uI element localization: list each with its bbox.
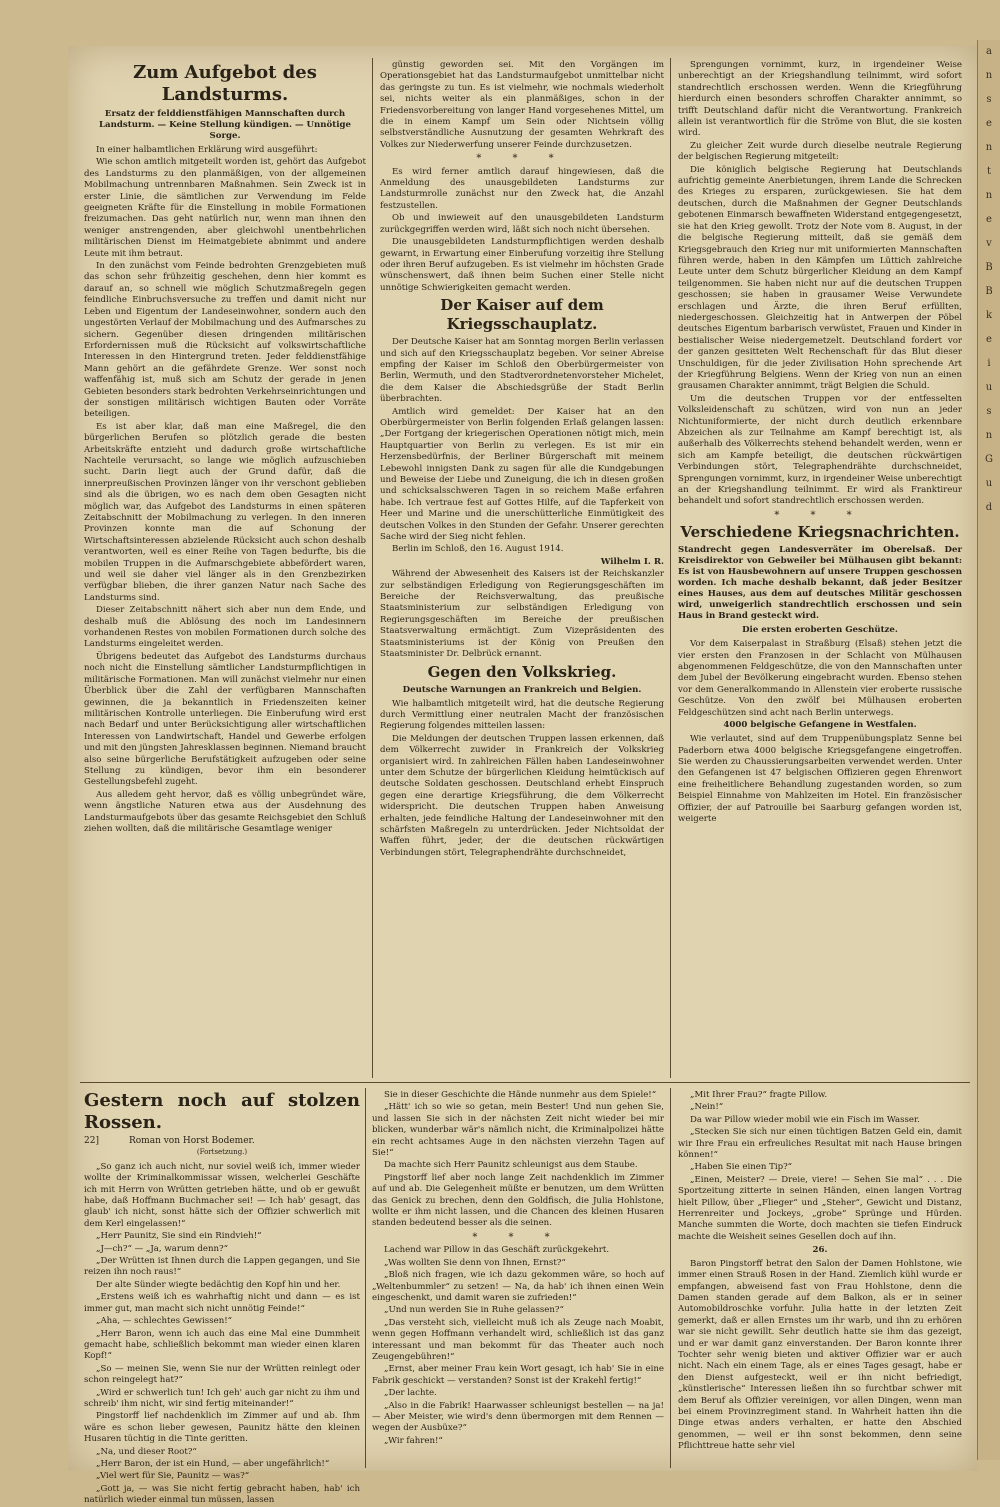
edge-letter: n — [985, 142, 993, 153]
paragraph: günstig geworden sei. Mit den Vorgängen im Operationsgebiet hat das Landsturmaufgebot unmittelbar nicht das geringste zu tun. Es ist vielmehr, wie nochmals wiederholt sei, nichts weiter als ein planmäßiges, schon in der Friedensvorbereitung von langer Hand vorgesehenes Mittel, um die in einem Kampf um Sein oder Nichtsein völlig selbstverständliche Ausnutzung der gesamten Wehrkraft des Volkes zur Niederwerfung unserer Feinde durchzusetzen. — [380, 60, 664, 150]
paragraph: Der alte Sünder wiegte bedächtig den Kopf hin und her. — [96, 1279, 341, 1290]
column-rule-1 — [372, 58, 373, 1078]
edge-letter: B — [985, 286, 993, 297]
paragraph: „Der Wrütten ist Ihnen durch die Lappen gegangen, und Sie reizen ihn noch raus!“ — [84, 1256, 360, 1278]
paragraph: „Hätt' ich so wie so getan, mein Bester! Und nun gehen Sie, und lassen Sie sich in der nächsten Zeit nicht wieder bei mir blicken, wunderbar wär's nämlich nicht, die Kriminalpolizei hätte ein recht achtsames Auge in den nächsten vierzehn Tagen auf Sie!“ — [372, 1102, 664, 1159]
serial-rule-1 — [365, 1088, 366, 1468]
subhead-geschuetze: Die ersten eroberten Geschütze. — [742, 625, 898, 636]
body-landsturm — [84, 145, 366, 835]
headline-kriegsnachrichten: Verschiedene Kriegsnachrichten. — [680, 523, 960, 542]
edge-letter: v — [986, 238, 992, 249]
paragraph: „J—ch?“ — „Ja, warum denn?“ — [96, 1243, 229, 1254]
edge-letter: a — [986, 46, 992, 57]
subhead-gefangene: 4000 belgische Gefangene in Westfalen. — [723, 720, 917, 731]
chapter-number: 26. — [812, 1245, 828, 1256]
serial-byline: Roman von Horst Bodemer. — [128, 1136, 255, 1146]
edge-letter: i — [987, 358, 991, 369]
headline-landsturm: Zum Aufgebot des Landsturms. — [133, 62, 317, 105]
edge-letter: n — [985, 430, 993, 441]
paragraph: Es wird ferner amtlich darauf hingewiesen, daß die Anmeldung des unausgebildeten Landsturms zur Landsturmrolle zunächst nur den Zweck hat, die Anzahl festzustellen. — [380, 166, 664, 211]
paragraph: „Der lachte. — [384, 1388, 437, 1399]
edge-letter: G — [985, 454, 993, 465]
edge-letter: e — [986, 214, 992, 225]
paragraph: Es ist aber klar, daß man eine Maßregel, die den bürgerlichen Berufen so plötzlich gerade die besten Arbeitskräfte entzieht und dadurch große wirtschaftliche Nachteile verursacht, so lange wie möglich aufzuschieben sucht. Darin liegt auch der Grund dafür, daß die innerpreußischen Provinzen länger von ihr verschont geblieben sind als die übrigen, wo es nach dem oben Gesagten nicht möglich war, das Aufgebot des Landsturms in einen späteren Zeitabschnitt der Mobilmachung zu verlegen. In den inneren Provinzen konnte man die auf Schonung der Wirtschaftsinteressen abzielende Rücksicht auch schon deshalb verantworten, weil es einer Reihe von Tagen bedurfte, bis die mobilen Truppen in die Aufmarschgebiete abbefördert waren, und weil sie daher viel länger als in den Grenzbezirken verfügbar blieben, die ihrer ganzen Natur nach Sache des Landsturms sind. — [84, 421, 366, 603]
edge-letter: s — [986, 406, 992, 417]
paragraph: Ob und inwieweit auf den unausgebildeten Landsturm zurückgegriffen werden wird, läßt sich noch nicht übersehen. — [380, 213, 664, 235]
paragraph: Dieser Zeitabschnitt nähert sich aber nun dem Ende, und deshalb muß die Ablösung des noch im Landesinnern vorhandenen Restes von mobilen Formationen durch solche des Landsturms eingeleitet werden. — [84, 605, 366, 650]
paragraph: Pingstorff lief nachdenklich im Zimmer auf und ab. Ihm wäre es schon lieber gewesen, Paunitz hätte den kleinen Husaren tüchtig in die Tinte geritten. — [84, 1411, 360, 1445]
paragraph: Lachend war Pillow in das Geschäft zurückgekehrt. — [384, 1245, 610, 1256]
paragraph: „Nein!“ — [690, 1102, 724, 1113]
serial-rule-2 — [670, 1088, 671, 1468]
paragraph: „Was wollten Sie denn von Ihnen, Ernst?“ — [384, 1257, 566, 1268]
paragraph: In einer halbamtlichen Erklärung wird ausgeführt: — [96, 145, 318, 155]
paragraph: Übrigens bedeutet das Aufgebot des Landsturms durchaus noch nicht die Einstellung sämtlicher Landsturmpflichtigen in militärische Formationen. Man will zunächst vielmehr nur einen Überblick über die Zahl der verfügbaren Mannschaften gewinnen, die ja bekanntlich in Friedenszeiten keiner militärischen Kontrolle unterliegen. Die Einberufung wird erst nach Bedarf und unter Berücksichtigung aller wirtschaftlichen Interessen von Landwirtschaft, Handel und Gewerbe erfolgen und mit den jüngsten Jahresklassen beginnen. Niemand braucht also seine bürgerliche Berufstätigkeit aufzugeben oder seine Stellung zu kündigen, bevor ihm ein besonderer Gestellungsbefehl zugeht. — [84, 651, 366, 788]
paragraph: Die Meldungen der deutschen Truppen lassen erkennen, daß dem Völkerrecht zuwider in Frankreich der Volkskrieg organisiert wird. In zahlreichen Fällen haben Landeseinwohner unter dem Schutze der bürgerlichen Kleidung heimtückisch auf deutsche Soldaten geschossen. Deutschland erhebt Einspruch gegen eine derartige Kriegsführung, die dem Völkerrecht widerspricht. Die deutschen Truppen haben Anweisung erhalten, jede feindliche Haltung der Landeseinwohner mit den schärfsten Maßregeln zu unterdrücken. Jeder Nichtsoldat der Waffen führt, jeder, der die deutschen rückwärtigen Verbindungen stört, Telegraphendrähte durchschneidet, — [380, 733, 664, 858]
paragraph: „So — meinen Sie, wenn Sie nur der Wrütten reinlegt oder schon reingelegt hat?“ — [84, 1363, 360, 1386]
paragraph: Aus alledem geht hervor, daß es völlig unbegründet wäre, wenn ängstliche Naturen etwa aus der Ausdehnung des Landsturmaufgebots über das gesamte Reichsgebiet den Schluß ziehen wollten, daß die militärische Gesamtlage weniger — [84, 789, 366, 834]
paragraph: In den zunächst vom Feinde bedrohten Grenzgebieten muß das schon sehr frühzeitig geschehen, denn hier kommt es darauf an, so schnell wie möglich Schutzmaßregeln gegen feindliche Einbruchsversuche zu treffen und damit nicht nur Leben und Eigentum der Landeseinwohner, sondern auch den ungestörten Verlauf der Mobilmachung und des Aufmarsches zu sichern. Gegenüber diesen dringenden militärischen Erfordernissen muß die Rücksicht auf volkswirtschaftliche Interessen in den Hintergrund treten. Jeder felddienstfähige Mann gehört an die gefährdete Grenze. Wer sonst noch waffenfähig ist, muß sich am Schutz der gerade in jenen Gebieten besonders stark bedrohten Verkehrseinrichtungen und der sonstigen militärisch wichtigen Bauten oder Vorräte beteiligen. — [84, 261, 366, 420]
paragraph: „Herr Baron, wenn ich auch das eine Mal eine Dummheit gemacht habe, schließlich bekommt man wieder einen klaren Kopf!“ — [84, 1328, 360, 1362]
serial-continuation: (Fortsetzung.) — [196, 1148, 248, 1157]
serial-column-1 — [84, 1090, 360, 1506]
edge-letter: t — [986, 166, 992, 177]
paragraph: Der Deutsche Kaiser hat am Sonntag morgen Berlin verlassen und sich auf den Kriegsschauplatz begeben. Vor seiner Abreise empfing der Kaiser im Schloß den Oberbürgermeister von Berlin, Wermuth, und den Stadtverordnetenvorsteher Michelet, die dem Kaiser die Abschiedsgrüße der Stadt Berlin überbrachten. — [380, 337, 664, 405]
article-landsturm — [84, 60, 366, 1078]
adjacent-page-edge — [977, 40, 1000, 1460]
edge-letter: s — [986, 94, 992, 105]
headline-kaiser: Der Kaiser auf dem Kriegsschauplatz. — [440, 296, 604, 334]
paragraph: Wie schon amtlich mitgeteilt worden ist, gehört das Aufgebot des Landsturms zu den planmäßigen, von der allgemeinen Mobilmachung untrennbaren Maßnahmen. Sein Zweck ist in erster Linie, die sämtlichen zur Verwendung im Felde geeigneten Kräfte für die Einstellung in mobile Formationen freizumachen. Das geht natürlich nur, wenn man ihnen den weniger anstrengenden, aber gleichwohl unentbehrlichen militärischen Dienst im Heimatgebiete abnimmt und andere Leute mit ihm betraut. — [84, 157, 366, 259]
paragraph: Wie halbamtlich mitgeteilt wird, hat die deutsche Regierung durch Vermittlung einer neutralen Macht der französischen Regierung folgendes mitteilen lassen: — [380, 698, 664, 732]
serial-title: Gestern noch auf stolzen Rossen. — [84, 1090, 360, 1133]
edge-letter: e — [986, 334, 992, 345]
paragraph: Amtlich wird gemeldet: Der Kaiser hat an den Oberbürgermeister von Berlin folgenden Erlaß gelangen lassen: „Der Fortgang der kriegerischen Operationen nötigt mich, mein Hauptquartier von Berlin zu verlegen. Es ist mir ein Herzensbedürfnis, der Berliner Bürgerschaft mit meinem Lebewohl innigsten Dank zu sagen für alle die Kundgebungen und Beweise der Liebe und Zuneigung, die ich in diesen großen und schicksalsschweren Tagen in so reichem Maße erfahren habe. Ich vertraue fest auf Gottes Hilfe, auf die Tapferkeit von Heer und Marine und die unerschütterliche Einmütigkeit des deutschen Volkes in den Stunden der Gefahr. Unserer gerechten Sache wird der Sieg nicht fehlen. — [380, 406, 664, 543]
paragraph: „Viel wert für Sie, Paunitz — was?“ — [96, 1471, 250, 1482]
paragraph: Sprengungen vornimmt, kurz, in irgendeiner Weise unberechtigt an der Kriegshandlung teilnimmt, wird sofort standrechtlich erschossen werden. Wenn die Kriegführung hierdurch einen besonders schroffen Charakter annimmt, so trifft Deutschland dafür nicht die Verantwortung. Frankreich allein ist verantwortlich für die Ströme von Blut, die sie kosten wird. — [678, 60, 962, 139]
paragraph: „So ganz ich auch nicht, nur soviel weiß ich, immer wieder wollte der Kriminalkommissar wissen, welcherlei Geschäfte ich mit Herrn von Wrütten getrieben hätte, und ob er gewußt habe, daß Hoffmann Buchmacher sei! — Ich hab' gesagt, das glaub' ich nicht, sonst hätte sich der Offizier schwerlich mit dem Kerl eingelassen!“ — [84, 1161, 360, 1229]
separator-stars: * * * — [476, 153, 568, 165]
paragraph: „Haben Sie einen Tip?“ — [690, 1162, 793, 1173]
paragraph: Da war Pillow wieder mobil wie ein Fisch im Wasser. — [690, 1114, 920, 1125]
paragraph: „Also in die Fabrik! Haarwasser schleunigst bestellen — na ja! — Aber Meister, wie wird's denn übermorgen mit dem Rennen — wegen der Ausbüxe?“ — [372, 1400, 664, 1434]
edge-letter: u — [985, 382, 993, 393]
serial-divider — [80, 1082, 970, 1083]
signature: Wilhelm I. R. — [600, 556, 664, 567]
paragraph: Zu gleicher Zeit wurde durch dieselbe neutrale Regierung der belgischen Regierung mitgeteilt: — [678, 140, 962, 163]
edge-letter: n — [985, 70, 993, 81]
column-middle — [380, 60, 664, 1078]
column-right — [678, 60, 962, 1078]
paragraph: Während der Abwesenheit des Kaisers ist der Reichskanzler zur selbständigen Erledigung von Regierungsgeschäften im Bereiche der Reichsverwaltung, das preußische Staatsministerium zur selbständigen Erledigung von Regierungsgeschäften im Bereiche der preußischen Staatsverwaltung ermächtigt. Zum Vizepräsidenten des Staatsministeriums ist der König von Preußen den Staatsminister Dr. Delbrück ernannt. — [380, 569, 664, 660]
paragraph: „Mit Ihrer Frau?“ fragte Pillow. — [690, 1090, 828, 1100]
edge-letter: n — [985, 190, 993, 201]
separator-stars: * * * — [472, 1231, 564, 1243]
edge-letter: u — [985, 478, 993, 489]
paragraph: „Wird er schwerlich tun! Ich geh' auch gar nicht zu ihm und schreib' ihm nicht, wir sind fertig miteinander!“ — [84, 1387, 360, 1409]
edge-letter: e — [986, 118, 992, 129]
deck-volkskrieg: Deutsche Warnungen an Frankreich und Belgien. — [402, 684, 642, 695]
headline-volkskrieg: Gegen den Volkskrieg. — [427, 662, 617, 681]
dateline: Berlin im Schloß, den 16. August 1914. — [392, 544, 564, 555]
paragraph: „Herr Baron, der ist ein Hund, — aber ungefährlich!“ — [96, 1458, 330, 1469]
paragraph: Um die deutschen Truppen vor der entfesselten Volksleidenschaft zu schützen, wird von nun an jeder Nichtuniformierte, der nicht durch deutlich erkennbare Abzeichen als zur Teilnahme am Kampf berechtigt ist, als außerhalb des Völkerrechts stehend behandelt werden, wenn er sich am Kampfe beteiligt, die deutschen rückwärtigen Verbindungen stört, Telegraphendrähte durchschneidet, Sprengungen vornimmt, kurz, in irgendeiner Weise unberechtigt an der Kriegshandlung teilnimmt. Er wird als Franktireur behandelt und sofort standrechtlich erschossen werden. — [678, 393, 962, 507]
serial-meta — [84, 1136, 360, 1147]
paragraph: Die unausgebildeten Landsturmpflichtigen werden deshalb gewarnt, in Erwartung einer Einberufung vorzeitig ihre Stellung oder ihren Beruf aufzugeben. Es ist vielmehr im höchsten Grade wünschenswert, daß ihnen beim Suchen einer Stelle nicht unnötige Schwierigkeiten gemacht werden. — [380, 237, 664, 293]
separator-stars: * * * — [774, 509, 866, 521]
paragraph: Wie verlautet, sind auf dem Truppenübungsplatz Senne bei Paderborn etwa 4000 belgische Kriegsgefangene eingetroffen. Sie werden zu Chaussierungsarbeiten verwendet werden. Unter den Gefangenen ist 47 belgischen Offizieren gegen Ehrenwort eine freiheitlichere Behandlung zugestanden worden, so zum Beispiel Einnahme von Mahlzeiten im Hotel. Ein französischer Offizier, der auf Patrouille bei Saarburg gefangen worden ist, weigerte — [678, 734, 962, 824]
paragraph: „Na, und dieser Root?“ — [96, 1446, 197, 1457]
paragraph: „Gott ja, — was Sie nicht fertig gebracht haben, hab' ich natürlich wieder einmal tun müssen, lassen — [84, 1483, 360, 1506]
serial-column-3 — [678, 1090, 962, 1468]
paragraph: „Erstens weiß ich es wahrhaftig nicht und dann — es ist immer gut, man macht sich nicht unnötig Feinde!“ — [84, 1292, 360, 1314]
paragraph: Vor dem Kaiserpalast in Straßburg (Elsaß) stehen jetzt die vier ersten den Franzosen in der Schlacht von Mülhausen abgenommenen Feldgeschütze, die von den Mannschaften unter dem Jubel der Bevölkerung eingebracht wurden. Ebenso stehen vor dem Generalkommando in Allenstein vier eroberte russische Geschütze. Von den zwölf bei Mülhausen eroberten Feldgeschützen sind acht nach Berlin unterwegs. — [678, 639, 962, 718]
serial-number: 22] — [84, 1136, 99, 1146]
paragraph: Da machte sich Herr Paunitz schleunigst aus dem Staube. — [384, 1160, 638, 1171]
paragraph: „Einen, Meister? — Dreie, viere! — Sehen Sie mal“ . . . Die Sportzeitung zitterte in seinen Händen, einen langen Vortrag hielt Pillow, über „Flieger“ und „Steher“, Gewicht und Distanz, Herrenreiter und Jockeys, „grobe“ Sprünge und Hürden. Manche summten die Worte, doch machten sie tiefen Eindruck machte die Weisheit seines Gesellen doch auf ihn. — [678, 1174, 962, 1242]
paragraph: „Bloß nich fragen, wie ich dazu gekommen wäre, so hoch auf „Weltenbummler“ zu setzen! — Na, da hab' ich ihnen einen Wein eingeschenkt, und damit waren sie zufrieden!“ — [372, 1270, 664, 1303]
paragraph: „Aha, — schlechtes Gewissen!“ — [96, 1316, 233, 1327]
paragraph: „Und nun werden Sie in Ruhe gelassen?“ — [384, 1305, 564, 1316]
deck-landsturm: Ersatz der felddienstfähigen Mannschaften durch Landsturm. — Keine Stellung kündigen. — Unnötige Sorge. — [99, 109, 351, 141]
serial-column-2 — [372, 1090, 664, 1468]
paragraph: „Wir fahren!“ — [384, 1435, 443, 1446]
paragraph: „Das versteht sich, vielleicht muß ich als Zeuge nach Moabit, wenn gegen Hoffmann verhandelt wird, schließlich ist das ganz interessant und man bekommt für das Theater auch noch Zeugengebühren!“ — [372, 1317, 664, 1362]
paragraph: Sie in dieser Geschichte die Hände nunmehr aus dem Spiele!“ — [384, 1090, 657, 1100]
paragraph: „Ernst, aber meiner Frau kein Wort gesagt, ich hab' Sie in eine Fabrik geschickt — verstanden? Sonst ist der Krakehl fertig!“ — [372, 1364, 664, 1386]
edge-letter: k — [985, 310, 993, 321]
column-rule-2 — [670, 58, 671, 1078]
paragraph: Die königlich belgische Regierung hat Deutschlands aufrichtig gemeinte Anerbietungen, ihrem Lande die Schrecken des Krieges zu ersparen, zurückgewiesen. Sie hat dem deutschen, durch die Maßnahmen der Gegner Deutschlands gebotenen Einmarsch bewaffneten Widerstand entgegengesetzt, sie hat den Krieg gewollt. Trotz der Note vom 8. August, in der die belgische Regierung mitteilt, daß sie gemäß dem Kriegsgebrauch den Krieg nur mit uniformierten Mannschaften führen werde, haben in den Kämpfen um Lüttich zahlreiche Leute unter dem Schutz bürgerlicher Kleidung an dem Kampf teilgenommen. Sie haben nicht nur auf die deutschen Truppen geschossen; sie haben in grausamer Weise Verwundete erschlagen und Ärzte, die ihren Beruf erfüllten, niedergeschossen. Gleichzeitig hat in Antwerpen der Pöbel deutsches Eigentum barbarisch verwüstet, Frauen und Kinder in bestialischer Weise niedergemetzelt. Deutschland fordert vor der ganzen gesitteten Welt Rechenschaft für das Blut dieser Unschuldigen, für die jeder Zivilisation Hohn sprechende Art der Kriegführung Belgiens. Wenn der Krieg von nun an einen grausamen Charakter annimmt, trägt Belgien die Schuld. — [678, 164, 962, 392]
paragraph: Baron Pingstorff betrat den Salon der Damen Hohlstone, wie immer einen Strauß Rosen in der Hand. Ziemlich kühl wurde er empfangen, abweisend fast von Frau Hohlstone, denn die Damen standen gerade auf dem Balkon, als er in seiner Automobildroschke vorfuhr. Julia hatte in der letzten Zeit gemerkt, daß er allen Ernstes um ihr warb, und ihn zu erhören war sie nicht gewillt. Sehr deutlich hatte sie ihm das gezeigt, und er war damit ganz einverstanden. Der Baron konnte ihrer Tochter sehr wenig bieten und aktiver Offizier war er auch nicht. Nach ein einem Tage, als er eines Tages gesagt, habe er den Dienst aufgesteckt, weil er ihn nicht befriedigt, „künstlerische“ Interessen ließen ihn so furchtbar schwer mit dem Beruf als Offizier vereinigen, vor allen Dingen, wenn man bei einem Provinzregiment stand. In Wahrheit hatten ihn die Dinge etwas anders verhalten, er hatte den Abschied genommen, — weil er ihn sonst bekommen, denn seine Pflichttreue hatte sehr viel — [678, 1258, 962, 1452]
edge-letter: d — [985, 502, 993, 513]
paragraph: „Stecken Sie sich nur einen tüchtigen Batzen Geld ein, damit wir Ihre Frau ein erfreuliches Resultat mit nach Hause bringen können!“ — [678, 1127, 962, 1161]
paragraph: Pingstorff lief aber noch lange Zeit nachdenklich im Zimmer auf und ab. Die Gelegenheit müßte er benutzen, um dem Wrütten das Genick zu brechen, denn den Goldfisch, die Julia Hohlstone, wollte er ihm nicht lassen, und die Chancen des kleinen Husaren standen bedeutend besser als die seinen. — [372, 1172, 664, 1229]
paragraph: „Herr Paunitz, Sie sind ein Rindvieh!“ — [96, 1231, 262, 1242]
edge-letter: B — [985, 262, 993, 273]
deck-standrecht: Standrecht gegen Landesverräter im Oberelsaß. Der Kreisdirektor von Gebweiler bei Mülhausen gibt bekannt: Es ist von Hausbewohnern auf unsere Truppen geschossen worden. Ich mache deshalb bekannt, daß jeder Besitzer eines Hauses, aus dem auf deutsches Militär geschossen wird, unweigerlich standrechtlich erschossen und sein Haus in Brand gesteckt wird. — [678, 545, 962, 622]
adjacent-page-letters — [978, 40, 1000, 520]
